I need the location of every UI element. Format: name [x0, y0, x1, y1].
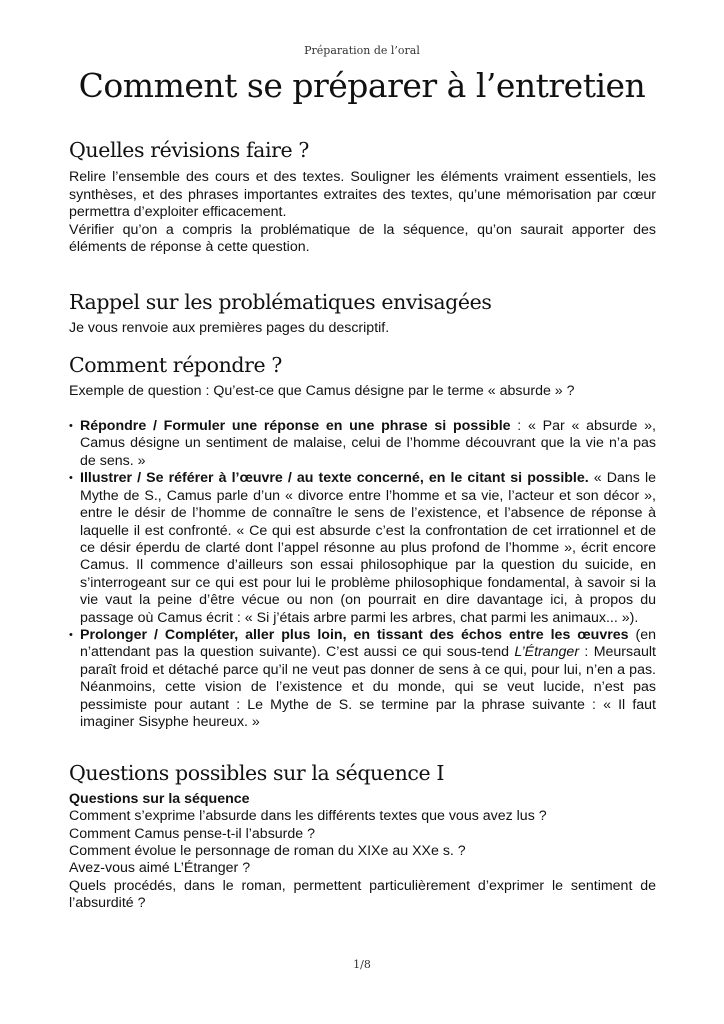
book-title: L’Étranger [514, 644, 580, 661]
paragraph: Relire l’ensemble des cours et des textes. Souligner les éléments vraiment essentiels, les synthèses, et des phrases importantes extraites des textes, qu’une mémorisation par cœur permettra d’exploiter efficacement. [69, 169, 656, 221]
list-item [69, 627, 656, 731]
question-line: Comment évolue le personnage de roman du XIXe au XXe s. ? [69, 843, 466, 859]
list-item-text: : « Par « absurde », Camus désigne un sentiment de malaise, celui de l’homme découvrant que la vie n’a pas de sens. » [80, 418, 656, 469]
page-title: Comment se préparer à l’entretien [78, 66, 646, 105]
page-number: 1/8 [353, 958, 371, 971]
document-body [69, 138, 656, 913]
list-item-bold: Prolonger / Compléter, aller plus loin, en tissant des échos entre les œuvres [80, 626, 629, 643]
list-item-bold: Répondre / Formuler une réponse en une phrase si possible [80, 418, 511, 435]
section-body-problematiques [69, 320, 656, 337]
section-heading-repondre: Comment répondre ? [69, 353, 282, 378]
section-body-revisions [69, 169, 656, 256]
list-item [69, 418, 656, 470]
paragraph: Je vous renvoie aux premières pages du descriptif. [69, 319, 390, 336]
section-heading-revisions: Quelles révisions faire ? [69, 138, 309, 162]
list-item-text: : Meursault paraît froid et détaché parce qu’il ne veut pas donner de sens à ce qui, pour lui, n’en a pas. Néanmoins, cette vision de l’existence et du monde, qui se veut lucide, n’est pas pessimiste pour autant : Le Mythe de S. se termine par la phrase suivante : « Il faut imaginer Sisyphe heureux. » [80, 644, 656, 730]
question-line: Quels procédés, dans le roman, permettent particulièrement d’exprimer le sentiment de l’absurdité ? [69, 877, 656, 912]
list-item [69, 470, 656, 627]
paragraph: Vérifier qu’on a compris la problématique de la séquence, qu’on saurait apporter des éléments de réponse à cette question. [69, 221, 656, 256]
subheading: Questions sur la séquence [69, 790, 250, 807]
section-heading-questions: Questions possibles sur la séquence I [69, 761, 445, 786]
section-body-repondre [69, 383, 656, 732]
question-line: Comment s’exprime l’absurde dans les différents textes que vous avez lus ? [69, 808, 547, 825]
question-line: Avez-vous aimé L’Étranger ? [69, 860, 251, 877]
question-line: Comment Camus pense-t-il l’absurde ? [69, 825, 316, 842]
page-header: Préparation de l’oral [304, 44, 420, 57]
list-item-text: « Dans le Mythe de S., Camus parle d’un « divorce entre l’homme et sa vie, l’acteur et son décor », entre le désir de l’homme de connaître le sens de l’existence, et l’absence de réponse à laquelle il est confronté. « Ce qui est absurde c’est la confrontation de cet irrationnel et de ce désir éperdu de clarté dont l’appel résonne au plus profond de l’homme », écrit encore Camus. Il commence d’ailleurs son essai philosophique par la question du suicide, en s’interrogeant sur ce qui est pour lui le problème philosophique fondamental, à savoir si la vie vaut la peine d’être vécue ou non (on pourrait en dire davantage ici, à propos du passage où Camus écrit : « Si j’étais arbre parmi les arbres, chat parmi les animaux... »). [80, 470, 656, 626]
section-body-questions [69, 791, 656, 913]
example-question: Exemple de question : Qu’est-ce que Camus désigne par le terme « absurde » ? [69, 382, 575, 399]
method-list [69, 418, 656, 731]
list-item-bold: Illustrer / Se référer à l’œuvre / au texte concerné, en le citant si possible. [80, 470, 589, 487]
list-item-text: (en n’attendant pas la question suivante). C’est aussi ce qui sous-tend [80, 626, 656, 661]
section-heading-problematiques: Rappel sur les problématiques envisagées [69, 290, 492, 315]
